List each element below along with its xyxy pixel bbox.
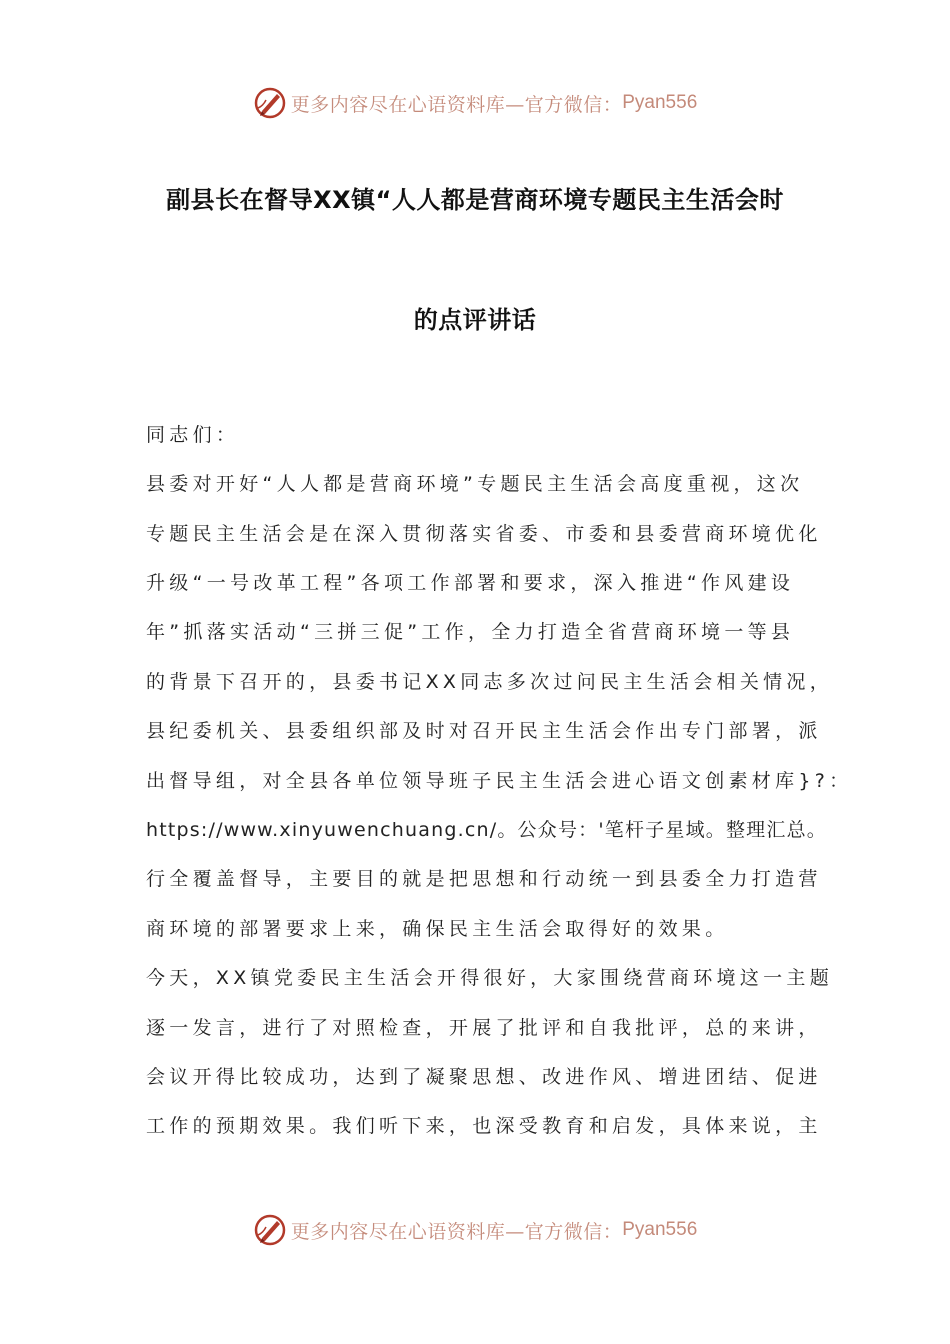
body-line: 县纪委机关、县委组织部及时对召开民主生活会作出专门部署，派 xyxy=(146,720,822,742)
body-line: 年”抓落实活动“三拼三促”工作，全力打造全省营商环境一等县 xyxy=(146,621,795,643)
body-line: 出督导组，对全县各单位领导班子民主生活会进心语文创素材库}?： xyxy=(146,770,853,792)
body-line: 升级“一号改革工程”各项工作部署和要求，深入推进“作风建设 xyxy=(146,572,795,594)
body-line: 同志们： xyxy=(146,424,240,446)
body-line: 县委对开好“人人都是营商环境”专题民主生活会高度重视，这次 xyxy=(146,473,804,495)
watermark-wechat-id: Pyan556 xyxy=(622,1219,698,1240)
document-title-line-1: 副县长在督导XX镇“人人都是营商环境专题民主生活会时 xyxy=(166,186,784,214)
pen-circle-logo-icon xyxy=(253,86,287,120)
body-line: 逐一发言，进行了对照检查，开展了批评和自我批评，总的来讲， xyxy=(146,1017,822,1039)
body-line: 商环境的部署要求上来，确保民主生活会取得好的效果。 xyxy=(146,918,729,940)
body-line: 专题民主生活会是在深入贯彻落实省委、市委和县委营商环境优化 xyxy=(146,523,822,545)
watermark-wechat-id: Pyan556 xyxy=(622,92,698,113)
body-line: 行全覆盖督导，主要目的就是把思想和行动统一到县委全力打造营 xyxy=(146,868,822,890)
watermark-text: 更多内容尽在心语资料库—官方微信： xyxy=(290,1220,623,1243)
body-line: 会议开得比较成功，达到了凝聚思想、改进作风、增进团结、促进 xyxy=(146,1066,822,1088)
watermark-text: 更多内容尽在心语资料库—官方微信： xyxy=(290,93,623,116)
pen-circle-logo-icon xyxy=(253,1213,287,1247)
watermark-banner-top xyxy=(0,83,950,123)
body-line: 的背景下召开的，县委书记XX同志多次过问民主生活会相关情况， xyxy=(146,671,834,693)
document-title-line-2: 的点评讲话 xyxy=(413,306,537,334)
body-line-url: https://www.xinyuwenchuang.cn/。公众号：'笔杆子星域。整理汇总。 xyxy=(146,819,827,841)
watermark-banner-bottom xyxy=(0,1210,950,1250)
body-line: 今天，XX镇党委民主生活会开得很好，大家围绕营商环境这一主题 xyxy=(146,967,834,989)
body-line: 工作的预期效果。我们听下来，也深受教育和启发，具体来说，主 xyxy=(146,1115,822,1137)
